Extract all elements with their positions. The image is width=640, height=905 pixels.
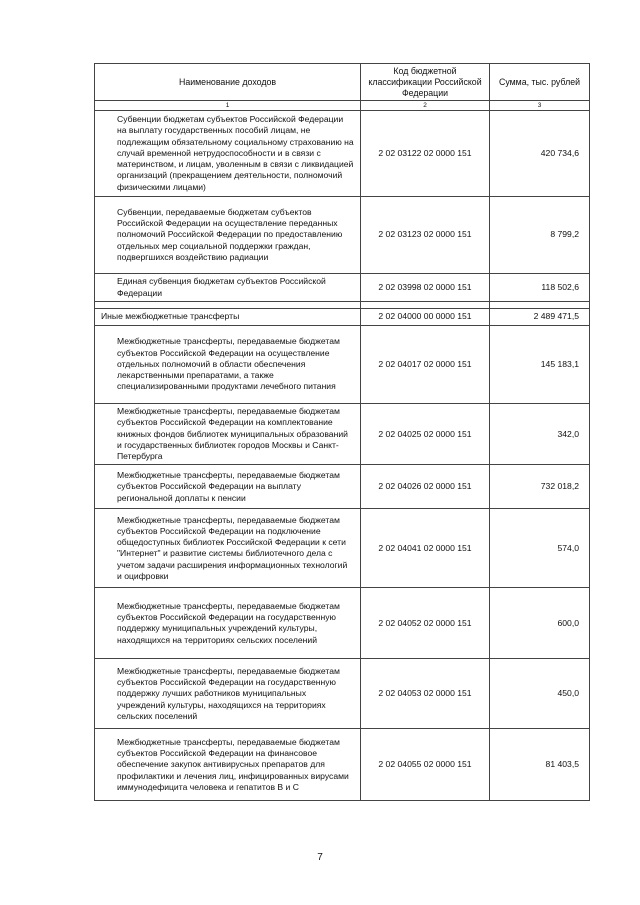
row-sum: 81 403,5 xyxy=(490,729,590,801)
row-sum: 600,0 xyxy=(490,588,590,659)
table-row xyxy=(95,404,590,465)
table-row xyxy=(95,509,590,588)
row-code: 2 02 03123 02 0000 151 xyxy=(361,197,490,274)
table-row xyxy=(95,309,590,326)
row-code: 2 02 04025 02 0000 151 xyxy=(361,404,490,465)
page-number: 7 xyxy=(317,852,323,863)
row-sum: 450,0 xyxy=(490,659,590,729)
table-row xyxy=(95,197,590,274)
row-name: Межбюджетные трансферты, передаваемые бюджетам субъектов Российской Федерации на государственную поддержку муниципальных учреждений культуры, находящихся на территориях сельских поселений xyxy=(95,588,361,659)
table-header-row xyxy=(95,64,590,101)
row-code: 2 02 04055 02 0000 151 xyxy=(361,729,490,801)
row-name: Единая субвенция бюджетам субъектов Российской Федерации xyxy=(95,274,361,302)
row-name: Межбюджетные трансферты, передаваемые бюджетам субъектов Российской Федерации на государственную поддержку лучших работников муниципальных учреждений культуры, находящихся на территориях сельских поселений xyxy=(95,659,361,729)
table-row xyxy=(95,111,590,197)
header-code: Код бюджетной классификации Российской Федерации xyxy=(361,64,490,101)
table-row xyxy=(95,274,590,302)
row-code: 2 02 04000 00 0000 151 xyxy=(361,309,490,326)
row-code: 2 02 04017 02 0000 151 xyxy=(361,326,490,404)
table-row xyxy=(95,729,590,801)
row-sum: 145 183,1 xyxy=(490,326,590,404)
column-number: 2 xyxy=(361,101,490,111)
row-sum: 420 734,6 xyxy=(490,111,590,197)
row-name: Межбюджетные трансферты, передаваемые бюджетам субъектов Российской Федерации на финансовое обеспечение закупок антивирусных препаратов для профилактики и лечения лиц, инфицированных вирусами иммунодефицита человека и гепатитов В и С xyxy=(95,729,361,801)
row-sum: 342,0 xyxy=(490,404,590,465)
row-code: 2 02 03998 02 0000 151 xyxy=(361,274,490,302)
row-name: Межбюджетные трансферты, передаваемые бюджетам субъектов Российской Федерации на комплектование книжных фондов библиотек муниципальных образований и государственных библиотек городов Москвы и Санкт-Петербурга xyxy=(95,404,361,465)
table-row xyxy=(95,588,590,659)
row-name: Межбюджетные трансферты, передаваемые бюджетам субъектов Российской Федерации на осуществление отдельных полномочий в области обеспечения лекарственными препаратами, а также специализированными продуктами лечебного питания xyxy=(95,326,361,404)
row-code: 2 02 04052 02 0000 151 xyxy=(361,588,490,659)
spacer-row xyxy=(95,302,590,309)
column-number-row xyxy=(95,101,590,111)
revenue-table xyxy=(94,63,590,801)
row-name: Межбюджетные трансферты, передаваемые бюджетам субъектов Российской Федерации на выплату региональной доплаты к пенсии xyxy=(95,465,361,509)
table-row xyxy=(95,659,590,729)
table-row xyxy=(95,326,590,404)
row-sum: 574,0 xyxy=(490,509,590,588)
header-sum: Сумма, тыс. рублей xyxy=(490,64,590,101)
header-name: Наименование доходов xyxy=(95,64,361,101)
row-sum: 732 018,2 xyxy=(490,465,590,509)
row-code: 2 02 04041 02 0000 151 xyxy=(361,509,490,588)
row-code: 2 02 03122 02 0000 151 xyxy=(361,111,490,197)
column-number: 1 xyxy=(95,101,361,111)
row-sum: 8 799,2 xyxy=(490,197,590,274)
row-name: Межбюджетные трансферты, передаваемые бюджетам субъектов Российской Федерации на подключение общедоступных библиотек Российской Федерации к сети "Интернет" и развитие системы библиотечного дела с учетом задачи расширения информационных технологий и оцифровки xyxy=(95,509,361,588)
row-sum: 118 502,6 xyxy=(490,274,590,302)
spacer-cell xyxy=(361,302,490,309)
row-name: Иные межбюджетные трансферты xyxy=(95,309,361,326)
row-code: 2 02 04026 02 0000 151 xyxy=(361,465,490,509)
spacer-cell xyxy=(95,302,361,309)
row-name: Субвенции бюджетам субъектов Российской Федерации на выплату государственных пособий лицам, не подлежащим обязательному социальному страхованию на случай временной нетрудоспособности и в связи с материнством, и лицам, уволенным в связи с ликвидацией организаций (прекращением деятельности, полномочий физическими лицами) xyxy=(95,111,361,197)
row-name: Субвенции, передаваемые бюджетам субъектов Российской Федерации на осуществление переданных полномочий Российской Федерации по предоставлению отдельных мер социальной поддержки граждан, подвергшихся воздействию радиации xyxy=(95,197,361,274)
table-row xyxy=(95,465,590,509)
spacer-cell xyxy=(490,302,590,309)
column-number: 3 xyxy=(490,101,590,111)
row-sum: 2 489 471,5 xyxy=(490,309,590,326)
row-code: 2 02 04053 02 0000 151 xyxy=(361,659,490,729)
